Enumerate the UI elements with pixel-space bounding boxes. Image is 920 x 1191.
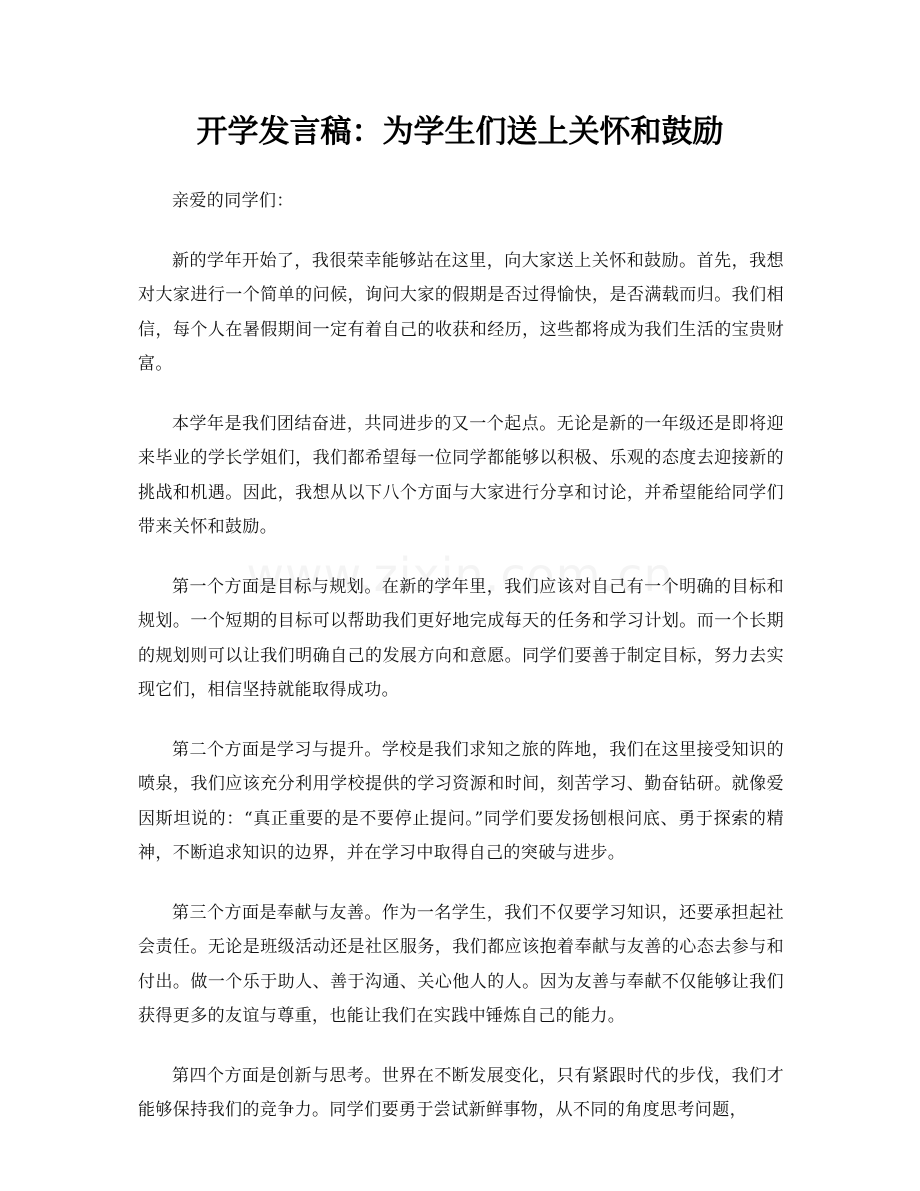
paragraph-kindness: 第三个方面是奉献与友善。作为一名学生，我们不仅要学习知识，还要承担起社会责任。无论是班级活动还是社区服务，我们都应该抱着奉献与友善的心态去参与和付出。做一个乐于助人、善于沟通、关心他人的人。因为友善与奉献不仅能够让我们获得更多的友谊与尊重，也能让我们在实践中锤炼自己的能力。: [138, 902, 784, 1026]
paragraph-overview: 本学年是我们团结奋进，共同进步的又一个起点。无论是新的一年级还是即将迎来毕业的学长学姐们，我们都希望每一位同学都能够以积极、乐观的态度去迎接新的挑战和机遇。因此，我想从以下八个方面与大家进行分享和讨论，并希望能给同学们带来关怀和鼓励。: [138, 413, 784, 537]
paragraph-intro: 新的学年开始了，我很荣幸能够站在这里，向大家送上关怀和鼓励。首先，我想对大家进行一个简单的问候，询问大家的假期是否过得愉快，是否满载而归。我们相信，每个人在暑假期间一定有着自己的收获和经历，这些都将成为我们生活的宝贵财富。: [138, 250, 784, 374]
document-title: 开学发言稿：为学生们送上关怀和鼓励: [196, 114, 724, 150]
paragraph-learning: 第二个方面是学习与提升。学校是我们求知之旅的阵地，我们在这里接受知识的喷泉，我们应该充分利用学校提供的学习资源和时间，刻苦学习、勤奋钻研。就像爱因斯坦说的：“真正重要的是不要停止提问。”同学们要发扬刨根问底、勇于探索的精神，不断追求知识的边界，并在学习中取得自己的突破与进步。: [138, 739, 784, 863]
paragraph-innovation: 第四个方面是创新与思考。世界在不断发展变化，只有紧跟时代的步伐，我们才能够保持我们的竞争力。同学们要勇于尝试新鲜事物，从不同的角度思考问题，: [138, 1065, 784, 1120]
document-body: [138, 184, 784, 1153]
salutation: 亲爱的同学们：: [172, 191, 294, 211]
paragraph-goals: 第一个方面是目标与规划。在新的学年里，我们应该对自己有一个明确的目标和规划。一个短期的目标可以帮助我们更好地完成每天的任务和学习计划。而一个长期的规划则可以让我们明确自己的发展方向和意愿。同学们要善于制定目标，努力去实现它们，相信坚持就能取得成功。: [138, 576, 784, 700]
